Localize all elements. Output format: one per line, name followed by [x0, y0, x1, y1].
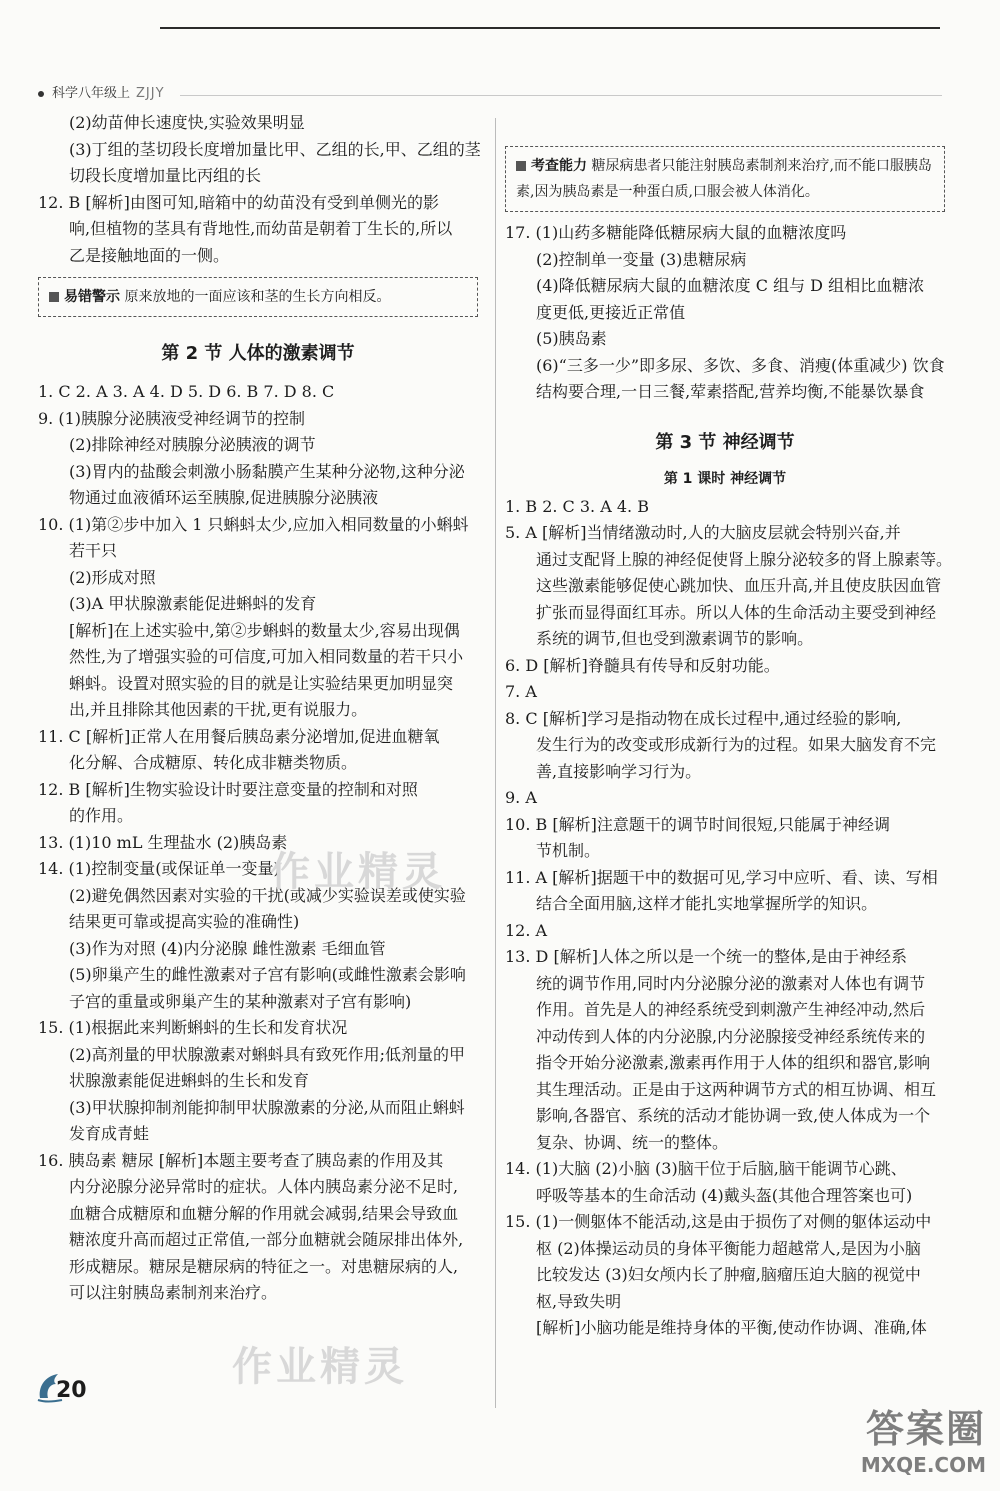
answer-line: (2)形成对照 — [69, 567, 156, 587]
analysis-tag: 解析 — [558, 867, 591, 887]
answer-line: (3)丁组的茎切段长度增加量比甲、乙组的长,甲、乙组的茎 — [69, 139, 481, 159]
answer-line: 10. (1)第②步中加入 1 只蝌蚪太少,应加入相同数量的小蝌蚪 — [38, 514, 469, 534]
analysis-tag: 解析 — [548, 708, 581, 728]
answer-line: 11. A [解析]据题干中的数据可见,学习中应听、看、读、写相 — [505, 867, 938, 887]
answer-line: 出,并且排除其他因素的干扰,更有说服力。 — [69, 700, 368, 719]
answer-line: 12. A — [505, 920, 548, 940]
answer-line: 结构要合理,一日三餐,荤素搭配,营养均衡,不能暴饮暴食 — [536, 382, 925, 401]
answer-line: 扩张而显得面红耳赤。所以人体的生命活动主要受到神经 — [536, 602, 937, 622]
answer-line: 13. D [解析]人体之所以是一个统一的整体,是由于神经系 — [505, 947, 908, 966]
analysis-tag: 解析 — [549, 655, 582, 675]
answer-line: 9. (1)胰腺分泌胰液受神经调节的控制 — [38, 408, 306, 428]
analysis-tag: 解析 — [559, 947, 592, 966]
answer-line: 1. C 2. A 3. A 4. D 5. D 6. B 7. D 8. C — [38, 382, 335, 401]
error-warning-note: 易错警示 原来放地的一面应该和茎的生长方向相反。 — [38, 277, 478, 317]
answer-line: [解析]在上述实验中,第②步蝌蚪的数量太少,容易出现偶 — [69, 620, 460, 640]
answer-line: 比较发达 (3)妇女颅内长了肿瘤,脑瘤压迫大脑的视觉中 — [536, 1265, 921, 1284]
analysis-tag: 解析 — [542, 1318, 575, 1337]
lesson-title: 第 1 课时 神经调节 — [663, 470, 787, 487]
answer-line: 12. B [解析]由图可知,暗箱中的幼苗没有受到单侧光的影 — [38, 192, 439, 212]
analysis-tag: 解析 — [548, 523, 581, 542]
answer-line: 可以注射胰岛素制剂来治疗。 — [69, 1283, 278, 1302]
answer-line: 5. A [解析]当情绪激动时,人的大脑皮层就会特别兴奋,并 — [505, 523, 901, 542]
answer-line: 内分泌腺分泌异常时的症状。人体内胰岛素分泌不足时, — [69, 1177, 459, 1196]
answer-line: 发育成青蛙 — [69, 1124, 150, 1143]
answer-line: 作用。首先是人的神经系统受到刺激产生神经冲动,然后 — [536, 1000, 926, 1019]
answer-line: (6)“三多一少”即多尿、多饮、多食、消瘦(体重减少) 饮食 — [536, 355, 945, 375]
answer-line: 若干只 — [69, 541, 118, 560]
answer-line: 6. D [解析]脊髓具有传导和反射功能。 — [505, 655, 780, 675]
analysis-tag: 解析 — [91, 779, 124, 799]
answer-line: 14. (1)控制变量(或保证单一变量) — [38, 859, 280, 878]
answer-line: 乙是接触地面的一侧。 — [69, 245, 230, 265]
answer-line: 结合全面用脑,这样才能扎实地掌握所学的知识。 — [536, 894, 878, 913]
answer-line: (3)胃内的盐酸会刺激小肠黏膜产生某种分泌物,这种分泌 — [69, 461, 465, 481]
watermark: 作业精灵 — [270, 849, 446, 895]
analysis-tag: 解析 — [92, 726, 125, 746]
answer-line: (3)甲状腺抑制剂能抑制甲状腺激素的分泌,从而阻止蝌蚪 — [69, 1097, 465, 1117]
corner-logo-url: MXQE.COM — [860, 1453, 986, 1477]
answer-line: (2)避免偶然因素对实验的干扰(或减少实验误差或使实验 — [69, 885, 466, 905]
answer-line: 枢 (2)体操运动员的身体平衡能力超越常人,是因为小脑 — [536, 1238, 921, 1258]
answer-line: (2)幼苗伸长速度快,实验效果明显 — [69, 113, 305, 132]
answer-line: 7. A — [505, 682, 537, 701]
analysis-tag: 解析 — [91, 192, 124, 212]
answer-line: 子宫的重量或卵巢产生的某种激素对子宫有影响) — [69, 991, 412, 1011]
corner-logo — [861, 1398, 986, 1477]
answer-line: 度更低,更接近正常值 — [536, 302, 686, 322]
note-tag: 考查能力 — [516, 158, 587, 174]
answer-line: 11. C [解析]正常人在用餐后胰岛素分泌增加,促进血糖氧 — [38, 726, 440, 746]
answer-line: 12. B [解析]生物实验设计时要注意变量的控制和对照 — [38, 779, 418, 799]
answer-line: 复杂、协调、统一的整体。 — [536, 1132, 729, 1152]
answer-line: 通过支配肾上腺的神经促使肾上腺分泌较多的肾上腺素等。 — [536, 549, 953, 569]
analysis-tag: 解析 — [75, 620, 108, 640]
answer-line: 16. 胰岛素 糖尿 [解析]本题主要考查了胰岛素的作用及其 — [38, 1150, 444, 1170]
answer-line: 响,但植物的茎具有背地性,而幼苗是朝着丁生长的,所以 — [69, 219, 453, 238]
header-title: 科学八年级上 — [52, 86, 131, 101]
answer-line: 这些激素能够促使心跳加快、血压升高,并且使皮肤因血管 — [536, 576, 942, 595]
answer-line: (2)控制单一变量 (3)患糖尿病 — [536, 249, 747, 269]
answer-line: 糖浓度升高而超过正常值,一部分血糖就会随尿排出体外, — [69, 1230, 464, 1249]
answer-line: (2)排除神经对胰腺分泌胰液的调节 — [69, 435, 316, 454]
answer-line: (3)作为对照 (4)内分泌腺 雌性激素 毛细血管 — [69, 938, 386, 958]
note-tag: 易错警示 — [49, 289, 120, 305]
answer-line: 然性,为了增强实验的可信度,可加入相同数量的若干只小 — [69, 647, 464, 666]
answer-line: 系统的调节,但也受到激素调节的影响。 — [536, 629, 814, 648]
corner-logo-text: 答案圈 — [865, 1407, 986, 1451]
answer-line: (4)降低糖尿病大鼠的血糖浓度 C 组与 D 组相比血糖浓 — [536, 276, 925, 295]
answer-line: 蝌蚪。设置对照实验的目的就是让实验结果更加明显突 — [69, 673, 454, 693]
answer-line: 的作用。 — [69, 806, 134, 825]
right-column — [505, 110, 953, 1342]
top-border-line — [160, 27, 940, 29]
answer-line: 10. B [解析]注意题干的调节时间很短,只能属于神经调 — [505, 814, 890, 834]
answer-line: 8. C [解析]学习是指动物在成长过程中,通过经验的影响, — [505, 708, 902, 728]
answer-line: 状腺激素能促进蝌蚪的生长和发育 — [69, 1071, 310, 1090]
answer-line: 统的调节作用,同时内分泌腺分泌的激素对人体也有调节 — [536, 973, 926, 993]
answer-line: [解析]小脑功能是维持身体的平衡,使动作协调、准确,体 — [536, 1318, 927, 1337]
answer-line: 形成糖尿。糖尿是糖尿病的特征之一。对患糖尿病的人, — [69, 1256, 459, 1276]
answer-line: 结果更可靠或提高实验的准确性) — [69, 912, 300, 931]
section-title: 第 2 节 人体的激素调节 — [161, 343, 355, 364]
answer-line: 指令开始分泌激素,激素再作用于人体的组织和器官,影响 — [536, 1053, 931, 1072]
answer-line: 切段长度增加量比丙组的长 — [69, 166, 262, 185]
ability-check-note: 考查能力 糖尿病患者只能注射胰岛素制剂来治疗,而不能口服胰岛素,因为胰岛素是一种蛋白质,口服会被人体消化。 — [505, 146, 945, 212]
answer-line: 15. (1)根据此来判断蝌蚪的生长和发育状况 — [38, 1018, 348, 1037]
answer-line: 13. (1)10 mL 生理盐水 (2)胰岛素 — [38, 832, 288, 852]
header-rule — [180, 95, 942, 96]
answer-line: 17. (1)山药多糖能降低糖尿病大鼠的血糖浓度吗 — [505, 223, 847, 242]
answer-line: (5)卵巢产生的雌性激素对子宫有影响(或雌性激素会影响 — [69, 965, 466, 984]
answer-line: (3)A 甲状腺激素能促进蝌蚪的发育 — [69, 594, 317, 613]
answer-line: 9. A — [505, 788, 537, 807]
answer-line: 化分解、合成糖原、转化成非糖类物质。 — [69, 753, 358, 772]
answer-line: 1. B 2. C 3. A 4. B — [505, 496, 649, 516]
answer-line: 血糖合成糖原和血糖分解的作用就会减弱,结果会导致血 — [69, 1203, 459, 1223]
column-divider — [495, 118, 496, 1408]
answer-line: 影响,各器官、系统的活动才能协调一致,使人体成为一个 — [536, 1106, 931, 1125]
running-header — [38, 82, 165, 101]
header-code: ZJJY — [136, 86, 165, 101]
answer-line: (2)高剂量的甲状腺激素对蝌蚪具有致死作用;低剂量的甲 — [69, 1044, 466, 1064]
answer-line: 冲动传到人体的内分泌腺,内分泌腺接受神经系统传来的 — [536, 1026, 926, 1046]
left-column — [38, 110, 481, 1307]
section-title: 第 3 节 神经调节 — [655, 431, 795, 453]
answer-line: (5)胰岛素 — [536, 329, 607, 348]
answer-line: 14. (1)大脑 (2)小脑 (3)脑干位于后脑,脑干能调节心跳、 — [505, 1159, 907, 1178]
answer-line: 善,直接影响学习行为。 — [536, 761, 702, 781]
answer-line: 其生理活动。正是由于这两种调节方式的相互协调、相互 — [536, 1079, 937, 1099]
answer-line: 节机制。 — [536, 841, 601, 860]
answer-line: 呼吸等基本的生命活动 (4)戴头盔(其他合理答案也可) — [536, 1185, 913, 1205]
answer-line: 15. (1)一侧躯体不能活动,这是由于损伤了对侧的躯体运动中 — [505, 1212, 932, 1231]
answer-line: 发生行为的改变或形成新行为的过程。如果大脑发育不完 — [536, 735, 937, 754]
watermark: 作业精灵 — [232, 1344, 408, 1390]
analysis-tag: 解析 — [558, 814, 591, 834]
analysis-tag: 解析 — [164, 1150, 197, 1170]
page-number: 20 — [56, 1378, 87, 1403]
answer-line: 物通过血液循环运至胰腺,促进胰腺分泌胰液 — [69, 488, 379, 507]
bullet-icon — [38, 91, 44, 97]
answer-line: 枢,导致失明 — [536, 1291, 622, 1311]
